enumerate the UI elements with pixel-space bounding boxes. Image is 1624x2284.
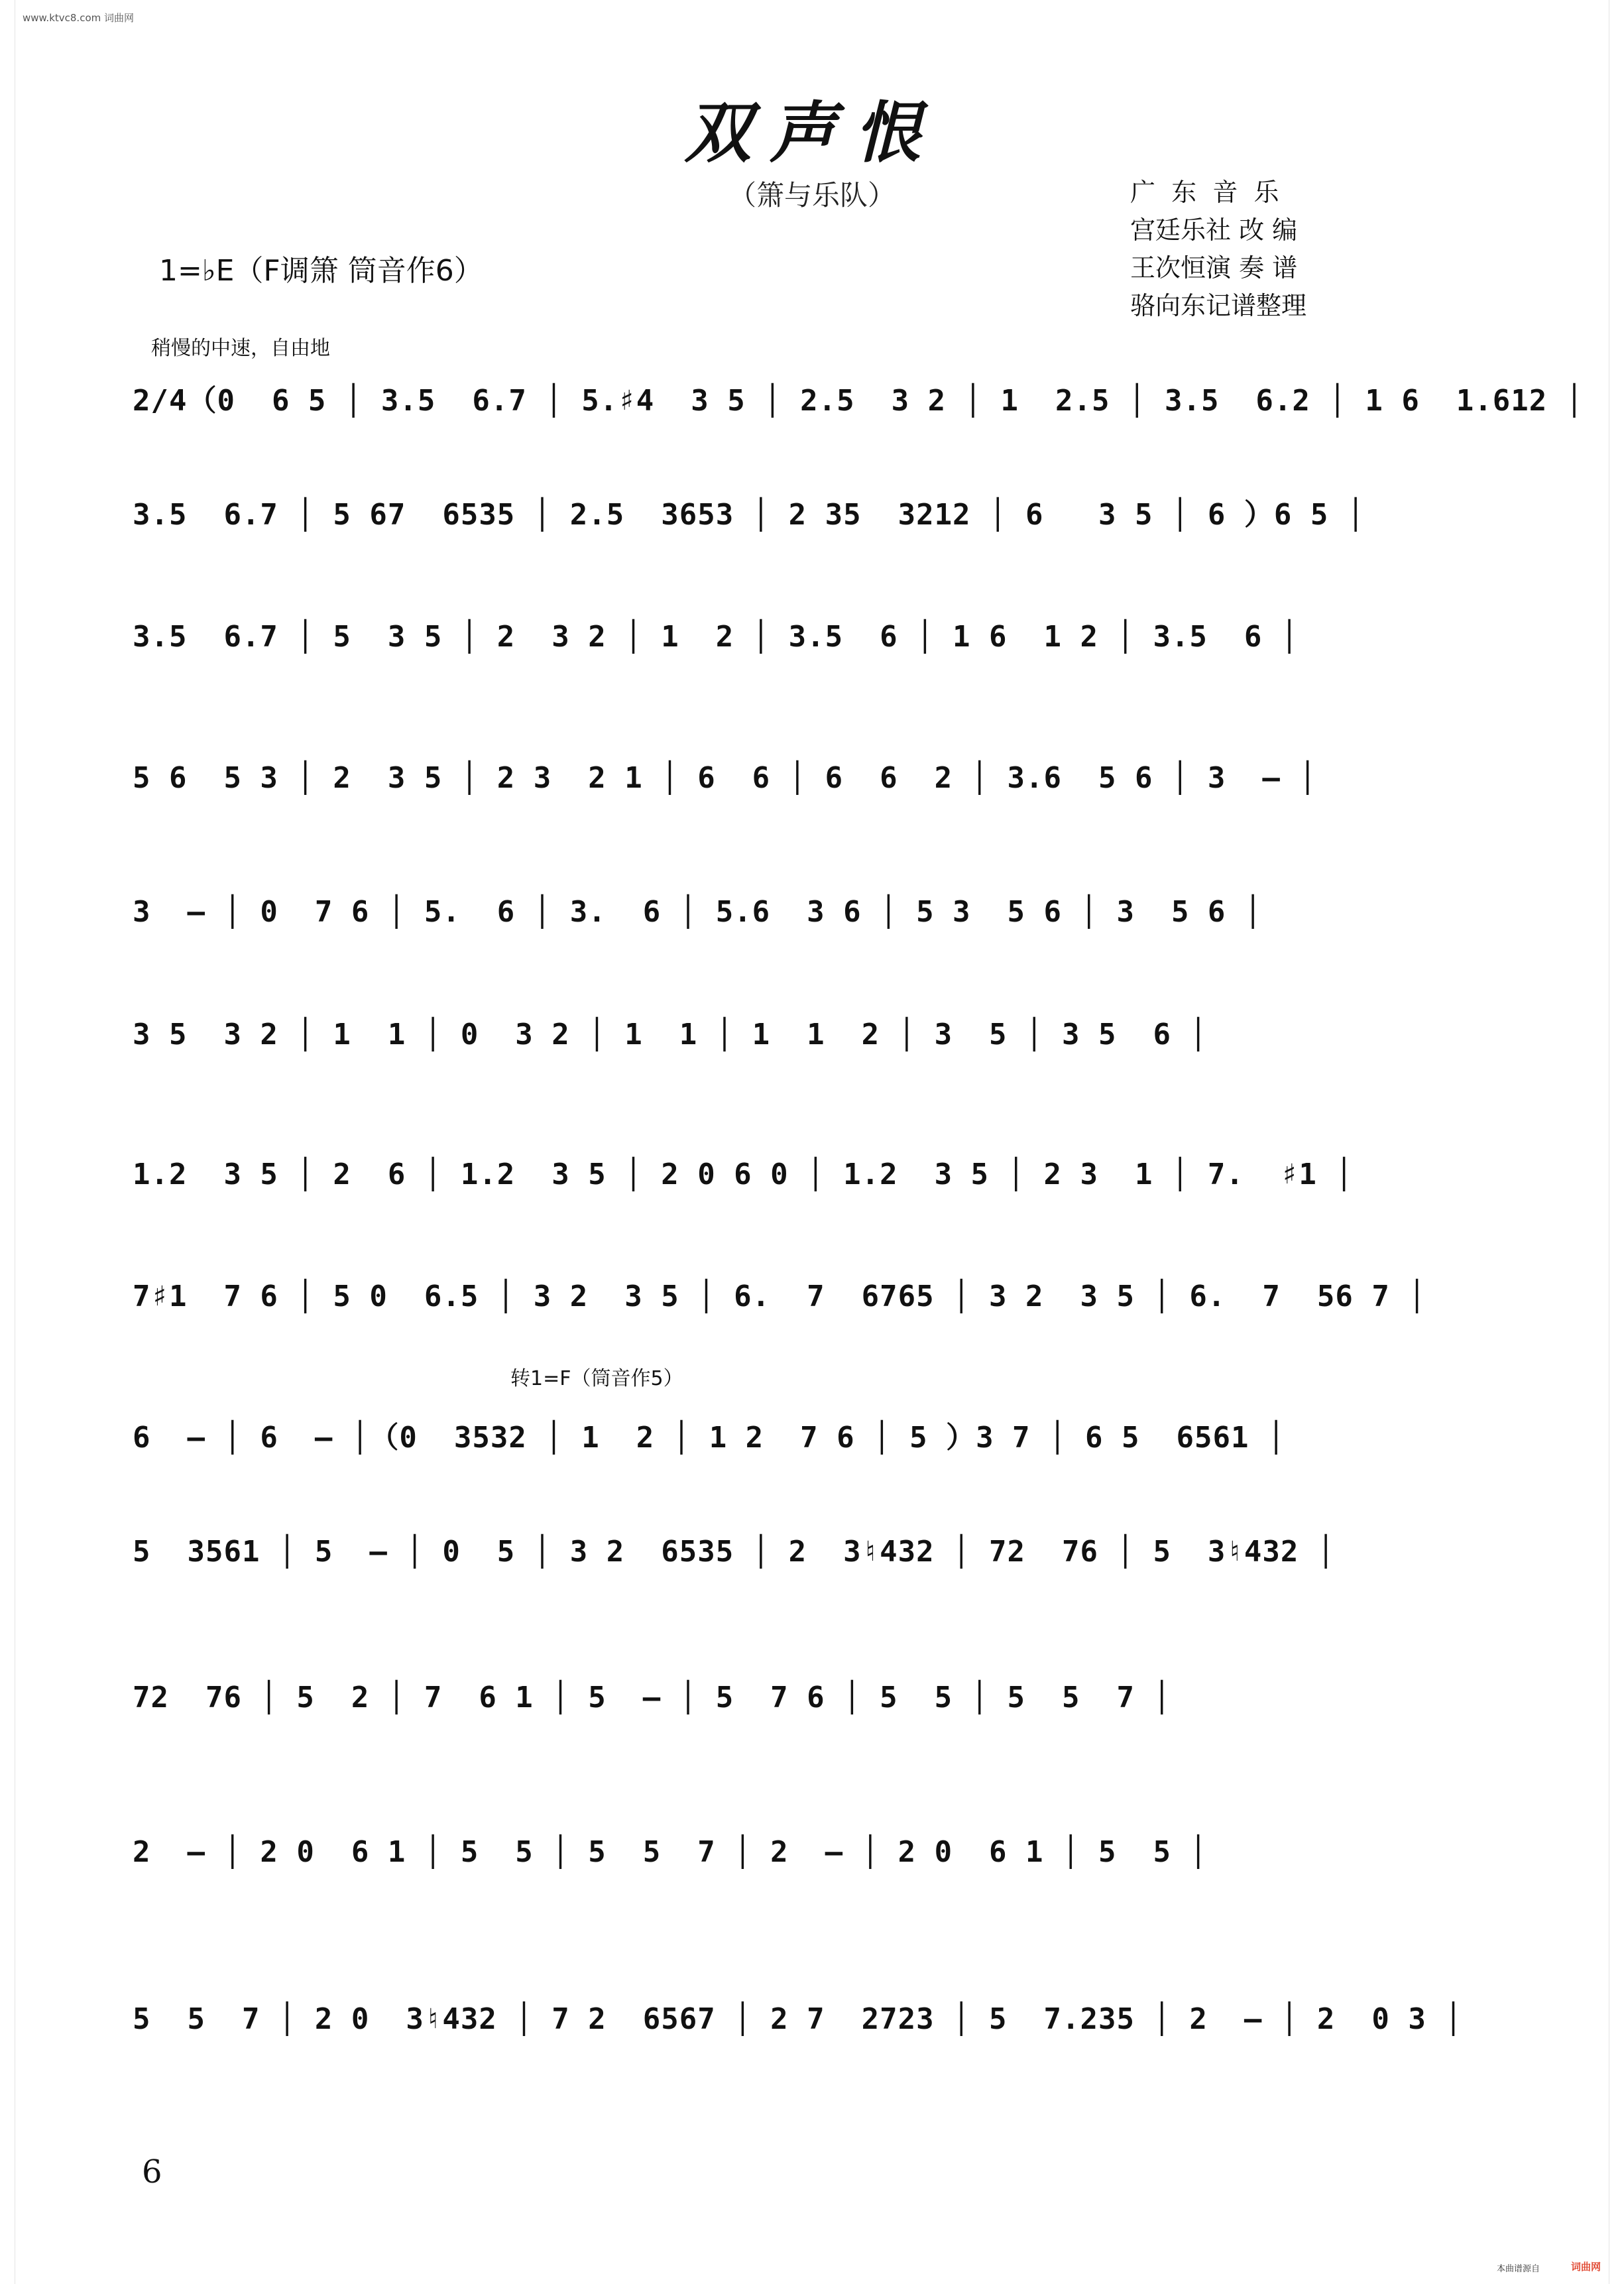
score-row-6: 3 5 3 2 │ 1 1 │ 0 3 2 │ 1 1 │ 1 1 2 │ 3 5 │ 3 5 6 │ (133, 1018, 1208, 1052)
modulation-marking: 转1=F（筒音作5） (510, 1367, 683, 1390)
tempo-marking: 稍慢的中速，自由地 (151, 337, 330, 360)
page-number: 6 (142, 2153, 162, 2191)
left-margin-strip (0, 0, 15, 2284)
credit-arranger: 宫廷乐社 改 编 (1130, 215, 1298, 245)
score-row-3: 3.5 6.7 │ 5 3 5 │ 2 3 2 │ 1 2 │ 3.5 6 │ 1 6 1 2 │ 3.5 6 │ (133, 620, 1299, 654)
credits-block (1130, 174, 1306, 325)
credit-origin: 广 东 音 乐 (1130, 178, 1279, 207)
footer-brand-logo: 词曲网 (1571, 2261, 1601, 2273)
score-row-10: 5 3561 │ 5 — │ 0 5 │ 3 2 6535 │ 2 3♮432 │ 72 76 │ 5 3♮432 │ (133, 1535, 1336, 1569)
source-label: www.ktvc8.com 词曲网 (23, 12, 135, 24)
score-row-12: 2 — │ 2 0 6 1 │ 5 5 │ 5 5 7 │ 2 — │ 2 0 6 1 │ 5 5 │ (133, 1835, 1208, 1869)
score-row-5: 3 — │ 0 7 6 │ 5. 6 │ 3. 6 │ 5.6 3 6 │ 5 3 5 6 │ 3 5 6 │ (133, 895, 1263, 929)
page-title: 双声恨 (685, 93, 939, 172)
credit-transcriber: 骆向东记谱整理 (1130, 291, 1307, 320)
score-row-4: 5 6 5 3 │ 2 3 5 │ 2 3 2 1 │ 6 6 │ 6 6 2 │ 3.6 5 6 │ 3 — │ (133, 761, 1317, 795)
key-signature: 1=♭E（F调箫 筒音作6） (159, 254, 483, 288)
score-row-1: 2/4（0 6 5 │ 3.5 6.7 │ 5.♯4 3 5 │ 2.5 3 2 │ 1 2.5 │ 3.5 6.2 │ 1 6 1.612 │ (133, 384, 1584, 418)
credit-performer: 王次恒演 奏 谱 (1130, 253, 1298, 282)
right-margin-strip (1609, 0, 1624, 2284)
subtitle: （箫与乐队） (728, 179, 896, 211)
score-row-9: 6 — │ 6 — │（0 3532 │ 1 2 │ 1 2 7 6 │ 5 ）3 7 │ 6 5 6561 │ (133, 1421, 1286, 1455)
score-row-8: 7♯1 7 6 │ 5 0 6.5 │ 3 2 3 5 │ 6. 7 6765 │ 3 2 3 5 │ 6. 7 56 7 │ (133, 1280, 1426, 1313)
score-row-7: 1.2 3 5 │ 2 6 │ 1.2 3 5 │ 2 0 6 0 │ 1.2 3 5 │ 2 3 1 │ 7. ♯1 │ (133, 1158, 1354, 1191)
score-row-13: 5 5 7 │ 2 0 3♮432 │ 7 2 6567 │ 2 7 2723 │ 5 7.235 │ 2 — │ 2 0 3 │ (133, 2002, 1463, 2036)
score-row-11: 72 76 │ 5 2 │ 7 6 1 │ 5 — │ 5 7 6 │ 5 5 │ 5 5 7 │ (133, 1681, 1171, 1714)
footer-source-note: 本曲谱源自 (1497, 2264, 1540, 2274)
score-row-2: 3.5 6.7 │ 5 67 6535 │ 2.5 3653 │ 2 35 3212 │ 6 3 5 │ 6 ）6 5 │ (133, 498, 1365, 532)
